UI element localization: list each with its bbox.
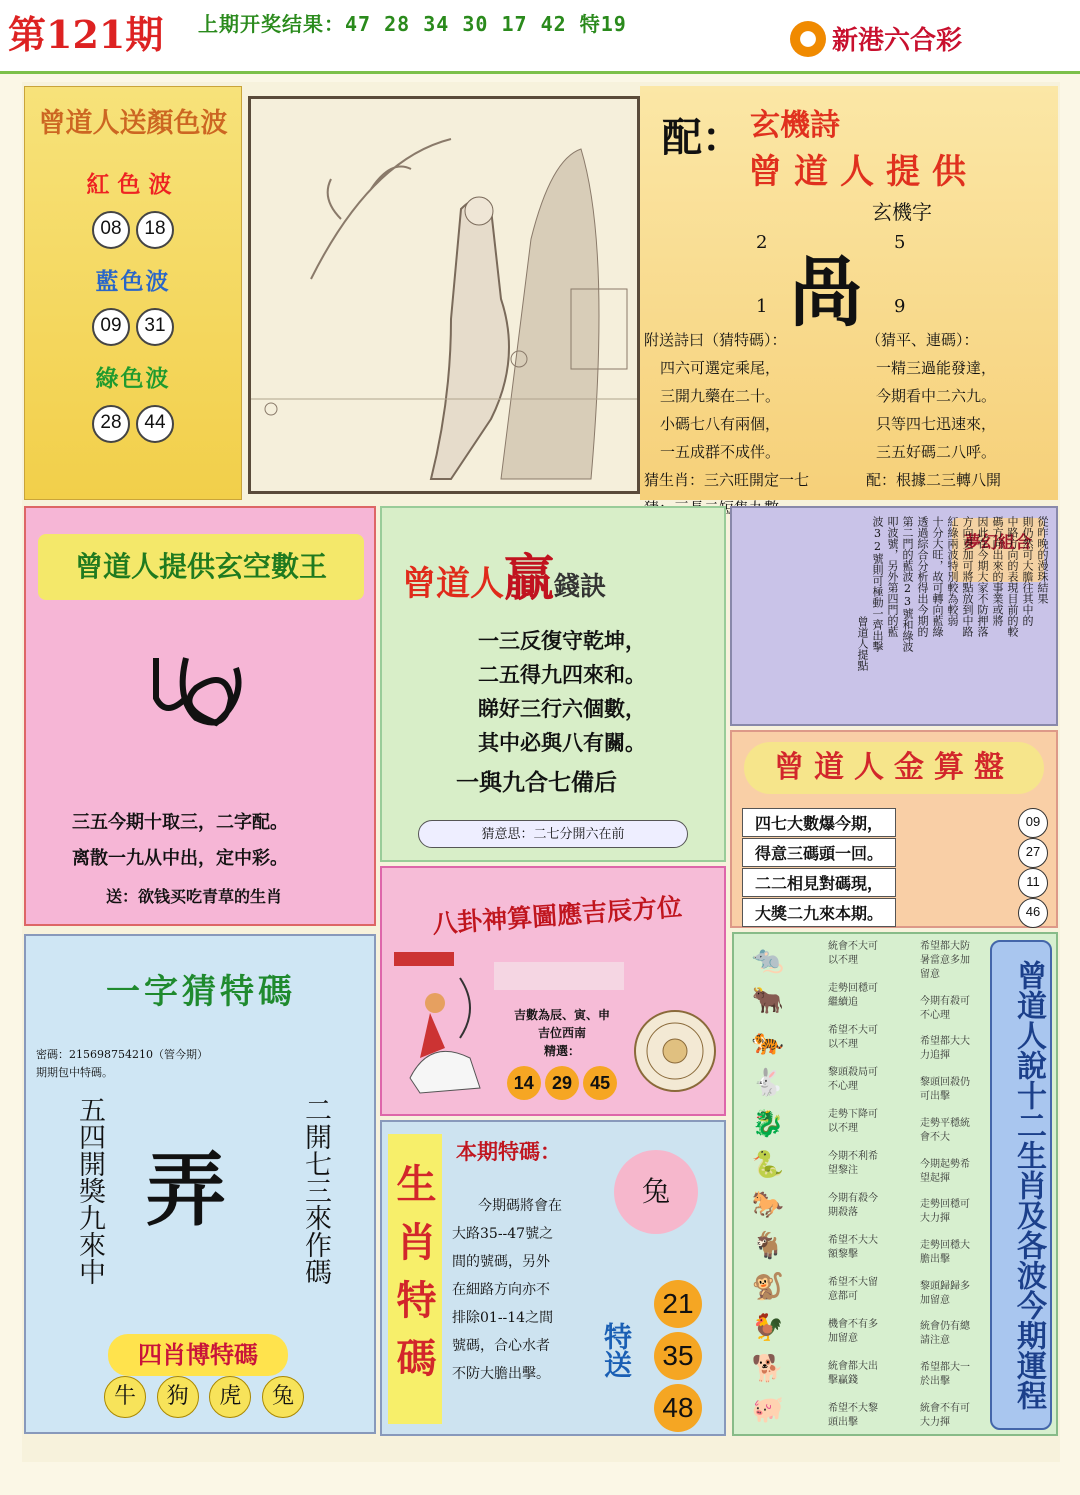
bagua-compass-icon: [632, 1008, 718, 1094]
commentary-col: 透過綜合分析得出今期的: [916, 516, 929, 637]
poem-left-line: 小碼七八有兩個，: [660, 415, 781, 433]
bagua-title: 八卦神算圖應吉辰方位: [431, 892, 683, 939]
ox-icon: 🐂: [751, 985, 785, 1016]
animal-column: [740, 940, 800, 1430]
commentary-col: 波32號則可極動一齊出擊: [871, 516, 884, 652]
commentary-col: 第二門的藍波23號和綠波: [901, 516, 914, 652]
fortune-cell: 今期起勢希望起揮: [920, 1158, 970, 1184]
fortune-col-1: [828, 940, 880, 1430]
blue-wave-label: 藍色波: [95, 268, 171, 295]
bagua-number: 29: [545, 1066, 579, 1100]
gold-row: [742, 868, 1048, 897]
bagua-blank-box: [494, 962, 624, 990]
one-left-column: 五四開獎九來中: [74, 1096, 105, 1285]
ball: 31: [136, 308, 174, 346]
gold-row: [742, 838, 1048, 867]
gold-row-number: 46: [1018, 898, 1048, 928]
bagua-info: [492, 1006, 632, 1100]
commentary-col: 十分大旺，故可轉向藍綠: [931, 516, 944, 637]
fortune-cell: 希望都大一於出擊: [920, 1362, 970, 1388]
brand-logo-icon: [790, 21, 826, 57]
gold-row: [742, 898, 1048, 927]
poem-right-line: 今期看中二六九。: [876, 387, 997, 405]
gold-row-number: 09: [1018, 808, 1048, 838]
lady-sketch-icon: [251, 99, 637, 491]
last-result: 上期开奖结果：47 28 34 30 17 42 特19: [198, 12, 627, 36]
poem-left-heading: 附送詩曰（猜特碼）：: [644, 331, 787, 349]
poem-title: 玄機詩: [750, 108, 840, 143]
zodiac-sp-line: 排除01--14之間: [452, 1310, 554, 1326]
one-char: 弄: [146, 1143, 226, 1237]
four-zodiac-title: 四肖博特碼: [108, 1334, 288, 1376]
gold-row-text: 大獎二九來本期。: [742, 898, 896, 927]
fortune-cell: 今期有殺可不心理: [920, 995, 970, 1021]
zodiac-sp-line: 間的號碼，另外: [452, 1254, 550, 1270]
poem-right-line: 只等四七迅速來，: [876, 415, 997, 433]
twelve-zodiac-panel: [732, 932, 1058, 1436]
ball: 28: [92, 405, 130, 443]
poem-left-line: 一五成群不成伴。: [660, 443, 781, 461]
four-zodiac-item: 狗: [157, 1376, 199, 1418]
horse-icon: 🐎: [751, 1190, 785, 1221]
zodiac-side-title: 生肖特碼: [388, 1134, 442, 1424]
king-gift-line: 送：欲钱买吃青草的生肖: [106, 887, 283, 906]
color-wave-title: 曾道人送顏色波: [38, 108, 228, 139]
snake-icon: 🐍: [751, 1149, 785, 1180]
commentary-col: 碼方向出來的事業或將: [991, 516, 1004, 626]
fortune-cell: 希望不大大額黎擊: [828, 1235, 878, 1260]
bagua-label: 精選：: [543, 1044, 580, 1058]
commentary-sign: 曾道人提點: [856, 616, 869, 671]
gold-row-number: 27: [1018, 838, 1048, 868]
win-title-part: 曾道人: [402, 564, 504, 604]
poem-left-line: 三開九藥在二十。: [660, 387, 781, 405]
gold-row-text: 二二相見對碼現，: [742, 868, 896, 897]
fortune-cell: 走勢回穩大膽出擊: [920, 1240, 970, 1266]
four-zodiac-item: 牛: [104, 1376, 146, 1418]
special-number: 35: [654, 1332, 702, 1380]
fortune-cell: 今期不利希望黎注: [828, 1151, 878, 1176]
poem-left-line: 四六可選定乘尾，: [660, 359, 781, 377]
pei-label: 配：: [662, 114, 742, 161]
poem-right-line: 三五好碼二八呼。: [876, 443, 997, 461]
king-number-panel: [24, 506, 376, 926]
green-wave-balls: [25, 405, 241, 443]
poem-provider: 曾道人提供: [748, 152, 978, 192]
one-right-column: 二開七三來作碼: [300, 1096, 331, 1285]
zodiac-sp-line: 今期碼將會在: [478, 1198, 562, 1214]
bagua-number: 14: [507, 1066, 541, 1100]
fortune-cell: 機會不有多加留意: [828, 1319, 878, 1344]
commentary-col: 紅綠兩波特別較為較弱: [946, 516, 959, 626]
tiger-icon: 🐅: [751, 1026, 785, 1057]
win-line: 其中必與八有關。: [478, 730, 646, 755]
zodiac-sp-line: 號碼，合心水者: [452, 1338, 550, 1354]
fortune-cell: 統會都大出擊贏錢: [828, 1361, 878, 1386]
commentary-col: 從昨晚的漫珠結果: [1036, 516, 1049, 604]
dragon-icon: 🐉: [751, 1108, 785, 1139]
commentary-panel: [730, 506, 1058, 726]
pig-icon: 🐖: [751, 1394, 785, 1425]
blue-wave-balls: [25, 308, 241, 346]
bagua-number: 45: [583, 1066, 617, 1100]
win-extra: 一與九合七備后: [456, 769, 617, 796]
fortune-cell: 黎頭殺局可不心理: [828, 1067, 878, 1092]
one-char-title: 一字猜特碼: [106, 972, 296, 1012]
commentary-col: 方向更加可將點放到中路: [961, 516, 974, 637]
rat-icon: 🐀: [751, 945, 785, 975]
num-tr: 5: [894, 232, 906, 253]
win-line: 一三反復守乾坤，: [478, 628, 646, 653]
code-sub: 期期包中特碼。: [36, 1066, 113, 1079]
win-title-part: 錢訣: [554, 572, 607, 602]
ball: 09: [92, 308, 130, 346]
win-title-char: 贏: [504, 548, 554, 607]
sketch-illustration: [248, 96, 640, 494]
dream-combo-badge: 夢幻組合: [952, 518, 1044, 582]
brand: [790, 20, 962, 57]
twelve-title: 曾道人說十二生肖及各波今期運程: [990, 940, 1052, 1430]
gold-row-text: 四七大數爆今期，: [742, 808, 896, 837]
fortune-cell: 希望不大黎頭出擊: [828, 1403, 878, 1428]
gold-row-text: 得意三碼頭一回。: [742, 838, 896, 867]
num-br: 9: [894, 296, 906, 317]
zodiac-flower: 兔: [614, 1150, 698, 1234]
fortune-cell: 統會仍有總請注意: [920, 1321, 970, 1347]
warrior-archer-icon: [390, 948, 490, 1098]
win-verse: [478, 624, 646, 760]
fortune-cell: 今期有殺今期殺落: [828, 1193, 878, 1218]
goat-icon: 🐐: [751, 1231, 785, 1262]
fortune-cell: 希望都大防暑當意多加留意: [920, 941, 970, 980]
green-wave-label: 綠色波: [95, 365, 171, 392]
code-line: 密碼：215698754210（管今期）: [36, 1048, 208, 1061]
gold-abacus-panel: [730, 730, 1058, 928]
num-bl: 1: [756, 296, 768, 317]
commentary-col: 叩波號，另外第四門的藍: [886, 516, 899, 637]
fortune-cell: 走勢平穩統會不大: [920, 1117, 970, 1143]
bagua-line-1: 吉數為辰、寅、申: [513, 1008, 610, 1022]
win-line: 二五得九四來和。: [478, 662, 646, 687]
guess-zodiac: 猜生肖：三六旺開定一七: [644, 471, 810, 489]
win-money-panel: [380, 506, 726, 862]
king-line-2: 离散一九从中出，定中彩。: [72, 848, 288, 869]
special-number: 21: [654, 1280, 702, 1328]
fortune-col-2: [920, 940, 972, 1430]
issue-number: 第121期: [8, 12, 164, 57]
handwritten-symbol-icon: [136, 638, 256, 738]
win-line: 睇好三行六個數，: [478, 696, 646, 721]
num-tl: 2: [756, 232, 768, 253]
one-char-panel: [24, 934, 376, 1434]
fortune-cell: 走勢回穩可繼續追: [828, 983, 878, 1008]
mystery-char-label: 玄機字: [872, 200, 932, 224]
zodiac-special-panel: [380, 1120, 726, 1436]
fortune-cell: 希望都大大力追揮: [920, 1036, 970, 1062]
fortune-cell: 走勢回穩可大力揮: [920, 1199, 970, 1225]
bagua-panel: [380, 866, 726, 1116]
zodiac-sp-line: 在細路方向亦不: [452, 1282, 550, 1298]
fortune-cell: 黎頭歸歸多加留意: [920, 1280, 970, 1306]
four-zodiac-row: [104, 1376, 304, 1418]
zodiac-sp-line: 不防大膽出擊。: [452, 1366, 550, 1382]
four-zodiac-item: 虎: [209, 1376, 251, 1418]
mystery-char: 咼: [788, 248, 864, 337]
red-wave-label: 紅色波: [86, 171, 180, 198]
king-title: 曾道人提供玄空數王: [38, 534, 364, 600]
ball: 44: [136, 405, 174, 443]
zodiac-sp-numbers: [654, 1276, 702, 1436]
fortune-cell: 統會不大可以不理: [828, 941, 878, 966]
zodiac-sp-line: 大路35--47號之: [452, 1226, 554, 1242]
bagua-line-2: 吉位西南: [537, 1026, 586, 1040]
commentary-columns: [738, 516, 1048, 718]
commentary-col: 則仍然可大膽往其中的: [1021, 516, 1034, 626]
ball: 18: [136, 211, 174, 249]
brand-name: 新港六合彩: [832, 26, 963, 56]
red-wave-balls: [25, 211, 241, 249]
commentary-col: 中路方向的表現目前的較: [1006, 516, 1019, 637]
ball: 08: [92, 211, 130, 249]
king-line-1: 三五今期十取三，二字配。: [72, 812, 288, 833]
fortune-cell: 希望不大可以不理: [828, 1025, 878, 1050]
four-zodiac-item: 兔: [262, 1376, 304, 1418]
fortune-cell: 走勢下降可以不理: [828, 1109, 878, 1134]
win-title: [402, 538, 606, 610]
poem-right-line: 一精三過能發達，: [876, 359, 997, 377]
monkey-icon: 🐒: [751, 1272, 785, 1303]
gold-row: [742, 808, 1048, 837]
zodiac-sp-text: [452, 1192, 562, 1388]
win-hint: 猜意思：二七分開六在前: [418, 820, 688, 848]
rabbit-icon: 🐇: [751, 1067, 785, 1098]
rooster-icon: 🐓: [751, 1313, 785, 1344]
fortune-cell: 統會不有可大力揮: [920, 1402, 970, 1428]
mystery-poem-panel: [640, 86, 1058, 500]
commentary-col: 因此在今期大家不防押落: [976, 516, 989, 637]
gold-title: 曾道人金算盤: [744, 742, 1044, 794]
poem-right-heading: （猜平、連碼）：: [866, 331, 979, 349]
color-wave-panel: [24, 86, 242, 500]
fortune-cell: 希望不大留意都可: [828, 1277, 878, 1302]
gold-row-number: 11: [1018, 868, 1048, 898]
pei-basis: 配：根據二三轉八開: [866, 471, 1002, 489]
fortune-cell: 黎頭回殺仍可出擊: [920, 1077, 970, 1103]
zodiac-sp-title: 本期特碼：: [456, 1139, 561, 1164]
special-number: 48: [654, 1384, 702, 1432]
tesong-label: 特送: [600, 1322, 633, 1378]
dog-icon: 🐕: [751, 1354, 785, 1385]
bagua-numbers: [492, 1066, 632, 1100]
